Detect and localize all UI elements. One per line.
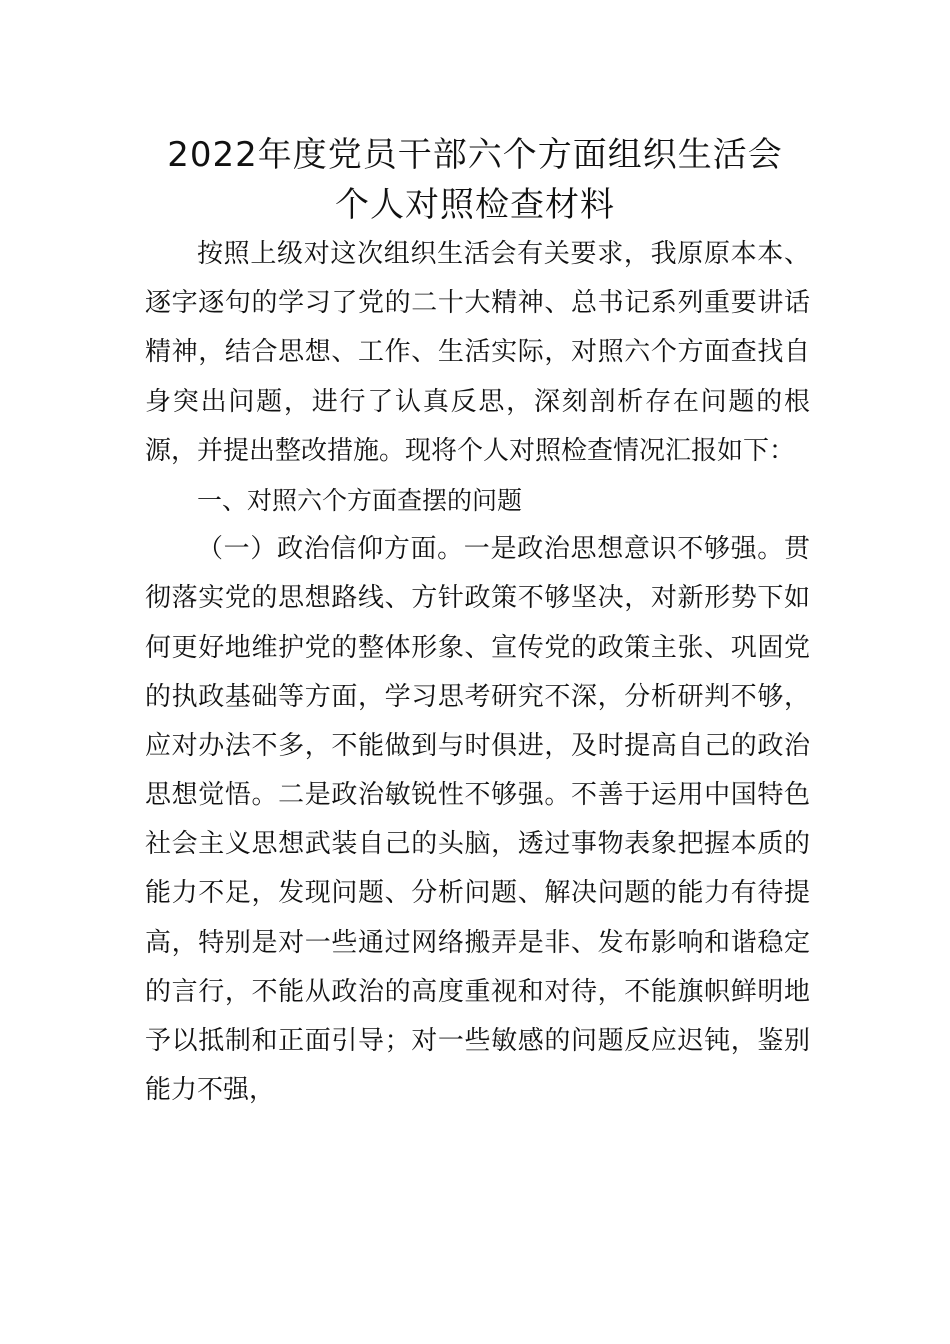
paragraph-line: 能力不强， (145, 1075, 276, 1106)
paragraph-line: 予以抵制和正面引导；对一些敏感的问题反应迟钝，鉴别 (145, 1026, 810, 1056)
paragraph-line: 何更好地维护党的整体形象、宣传党的政策主张、巩固党 (145, 632, 810, 663)
paragraph-line: 社会主义思想武装自己的头脑，透过事物表象把握本质的 (145, 829, 810, 860)
title-line-2: 个人对照检查材料 (335, 185, 615, 225)
paragraph-line: 精神，结合思想、工作、生活实际，对照六个方面查找自 (145, 337, 810, 368)
title-line-1: 2022年度党员干部六个方面组织生活会 (167, 135, 783, 175)
document-title (140, 130, 810, 230)
paragraph-line: 逐字逐句的学习了党的二十大精神、总书记系列重要讲话 (145, 288, 810, 319)
paragraph-line: 身突出问题，进行了认真反思，深刻剖析存在问题的根 (145, 386, 810, 417)
section-heading: 一、对照六个方面查摆的问题 (197, 485, 523, 515)
paragraph-line: 源，并提出整改措施。现将个人对照检查情况汇报如下： (145, 435, 796, 466)
document-body (145, 230, 810, 1115)
paragraph-line: 应对办法不多，不能做到与时俱进，及时提高自己的政治 (145, 730, 810, 761)
paragraph-line: 的执政基础等方面，学习思考研究不深，分析研判不够， (145, 681, 810, 712)
paragraph-line: 思想觉悟。二是政治敏锐性不够强。不善于运用中国特色 (145, 780, 810, 811)
paragraph-line: 高，特别是对一些通过网络搬弄是非、发布影响和谐稳定 (145, 927, 810, 958)
paragraph-line: （一）政治信仰方面。一是政治思想意识不够强。贯 (197, 534, 810, 565)
paragraph-line: 彻落实党的思想路线、方针政策不够坚决，对新形势下如 (145, 583, 810, 614)
paragraph-line: 按照上级对这次组织生活会有关要求，我原原本本、 (197, 239, 810, 269)
paragraph-line: 的言行，不能从政治的高度重视和对待，不能旗帜鲜明地 (145, 976, 810, 1007)
paragraph-line: 能力不足，发现问题、分析问题、解决问题的能力有待提 (145, 878, 810, 909)
